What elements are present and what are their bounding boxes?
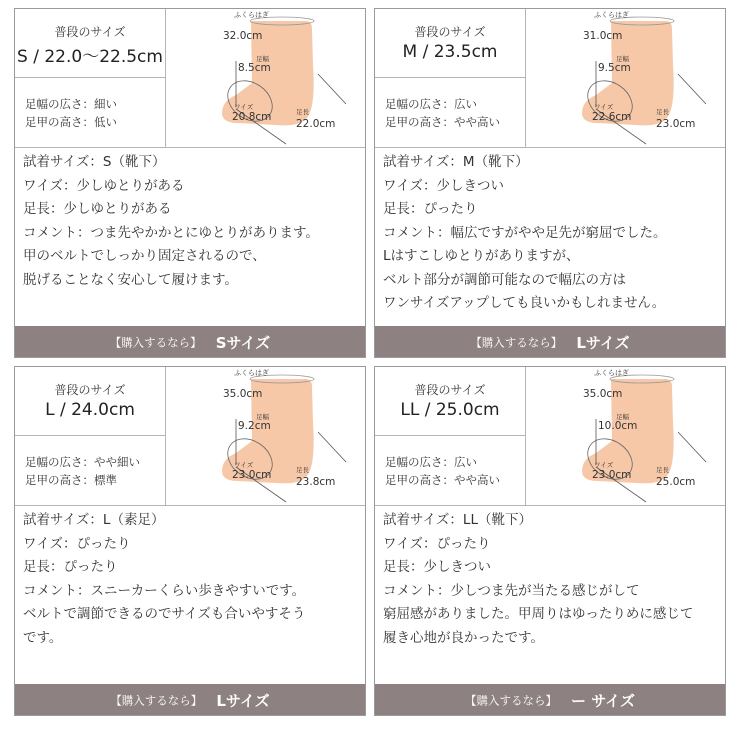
calf-label: ふくらはぎ [594,11,629,19]
fitting-card-s [14,8,366,358]
calf-value: 32.0cm [223,30,263,42]
comment-line: 窮屈感がありました。甲周りはゆったりめに感じて [383,606,694,622]
length-line-b [318,432,346,462]
calf-label: ふくらはぎ [594,369,629,377]
fitting-comments [383,151,721,316]
calf-label: ふくらはぎ [234,369,269,377]
foot-width-attr: 足幅の広さ：細い [25,97,117,111]
length-line-b [678,432,706,462]
card-header [15,367,365,506]
comment-line: 試着サイズ：M（靴下） [383,154,529,170]
comment-line: コメント：スニーカーくらい歩きやすいです。 [23,582,306,599]
usual-size-value: M / 23.5cm [402,42,498,62]
length-value: 25.0cm [656,476,696,488]
comment-line: 試着サイズ：LL（靴下） [383,512,532,528]
length-value: 23.0cm [656,118,696,130]
foot-diagram [526,367,725,505]
size-info [375,367,526,505]
instep-height-attr: 足甲の高さ：やや高い [385,115,500,129]
card-header [375,367,725,506]
instep-height-attr: 足甲の高さ：低い [25,115,117,129]
instep-value: 8.5cm [238,62,271,74]
instep-label: 足幅 [256,413,269,421]
recommended-size-bar [375,326,725,357]
comment-line: ワイズ：ぴったり [383,535,491,552]
comment-line: ワイズ：少しゆとりがある [23,177,185,194]
buy-prefix: 【購入するなら】 [109,335,202,350]
comment-line: 甲のベルトでしっかり固定されるので、 [23,248,266,264]
recommended-size: Lサイズ [576,334,630,352]
instep-value: 9.2cm [238,420,271,432]
buy-prefix: 【購入するなら】 [464,693,557,708]
length-label: 足長 [656,108,669,116]
usual-size-box [375,367,525,436]
buy-prefix: 【購入するなら】 [470,335,563,350]
comment-line: 足長：少しきつい [383,559,491,575]
recommended-size: Lサイズ [216,692,270,710]
size-info [15,367,166,505]
width-value: 20.8cm [232,111,272,123]
usual-size-label: 普段のサイズ [414,383,486,397]
card-header [375,9,725,148]
foot-diagram [526,9,725,147]
foot-width-attr: 足幅の広さ：やや細い [25,455,140,469]
foot-width-attr: 足幅の広さ：広い [385,455,477,469]
comment-line: コメント：つま先やかかとにゆとりがあります。 [23,224,319,241]
fitting-card-l [14,366,366,716]
instep-height-attr: 足甲の高さ：やや高い [385,473,500,487]
recommended-size-bar [375,684,725,715]
usual-size-label: 普段のサイズ [54,383,126,397]
length-value: 22.0cm [296,118,336,130]
recommended-size: Sサイズ [215,334,271,352]
calf-label: ふくらはぎ [234,11,269,19]
comment-line: ベルト部分が調節可能なので幅広の方は [383,271,626,288]
instep-label: 足幅 [256,55,269,63]
recommended-size-bar [15,684,365,715]
width-label: ワイズ [594,461,614,469]
foot-width-attr: 足幅の広さ：広い [385,97,477,111]
fitting-comments [23,509,361,650]
instep-label: 足幅 [616,413,629,421]
fitting-card-ll [374,366,726,716]
length-label: 足長 [296,466,309,474]
usual-size-label: 普段のサイズ [414,25,486,39]
usual-size-value: LL / 25.0cm [400,400,500,420]
foot-measure-svg [526,367,725,505]
comment-line: コメント：少しつま先が当たる感じがして [383,582,640,599]
comment-line: コメント：幅広ですがやや足先が窮屈でした。 [383,224,667,241]
width-label: ワイズ [234,103,254,111]
foot-diagram [166,367,365,505]
comment-line: 足長：ぴったり [383,201,478,217]
usual-size-value: S / 22.0〜22.5cm [17,47,163,67]
width-value: 22.6cm [592,111,632,123]
foot-measure-svg [166,367,365,505]
card-header [15,9,365,148]
fitting-comments [383,509,721,650]
foot-measure-svg [166,9,365,147]
fitting-comments [23,151,361,292]
size-info [15,9,166,147]
length-label: 足長 [296,108,309,116]
comment-line: Lはすこしゆとりがありますが、 [383,248,580,264]
comment-line: ワイズ：ぴったり [23,535,131,552]
comment-line: ワイズ：少しきつい [383,177,504,194]
usual-size-label: 普段のサイズ [54,25,126,39]
calf-value: 35.0cm [223,388,263,400]
foot-attributes [385,95,500,131]
foot-measure-svg [526,9,725,147]
usual-size-box [375,9,525,78]
instep-value: 9.5cm [598,62,631,74]
usual-size-box [15,9,165,78]
foot-diagram [166,9,365,147]
calf-value: 35.0cm [583,388,623,400]
calf-value: 31.0cm [583,30,623,42]
width-label: ワイズ [594,103,614,111]
comment-line: ベルトで調節できるのでサイズも合いやすそう [23,606,306,622]
recommended-size: ー サイズ [570,692,636,710]
foot-attributes [25,453,140,489]
comment-line: 足長：ぴったり [23,559,118,575]
width-value: 23.0cm [232,469,272,481]
length-line-b [678,74,706,104]
comment-line: 脱げることなく安心して履けます。 [23,271,238,288]
comment-line: 試着サイズ：S（靴下） [23,154,166,170]
instep-label: 足幅 [616,55,629,63]
length-label: 足長 [656,466,669,474]
instep-height-attr: 足甲の高さ：標準 [25,473,117,487]
instep-value: 10.0cm [598,420,638,432]
usual-size-box [15,367,165,436]
comment-line: ワンサイズアップしても良いかもしれません。 [383,295,666,311]
usual-size-value: L / 24.0cm [45,400,135,420]
length-line-b [318,74,346,104]
width-value: 23.0cm [592,469,632,481]
comment-line: です。 [23,629,63,646]
fitting-card-m [374,8,726,358]
comment-line: 足長：少しゆとりがある [23,201,172,217]
foot-attributes [385,453,500,489]
size-info [375,9,526,147]
comment-line: 履き心地が良かったです。 [383,629,544,646]
length-value: 23.8cm [296,476,336,488]
comment-line: 試着サイズ：L（素足） [23,512,165,528]
width-label: ワイズ [234,461,254,469]
recommended-size-bar [15,326,365,357]
buy-prefix: 【購入するなら】 [110,693,203,708]
foot-attributes [25,95,117,131]
